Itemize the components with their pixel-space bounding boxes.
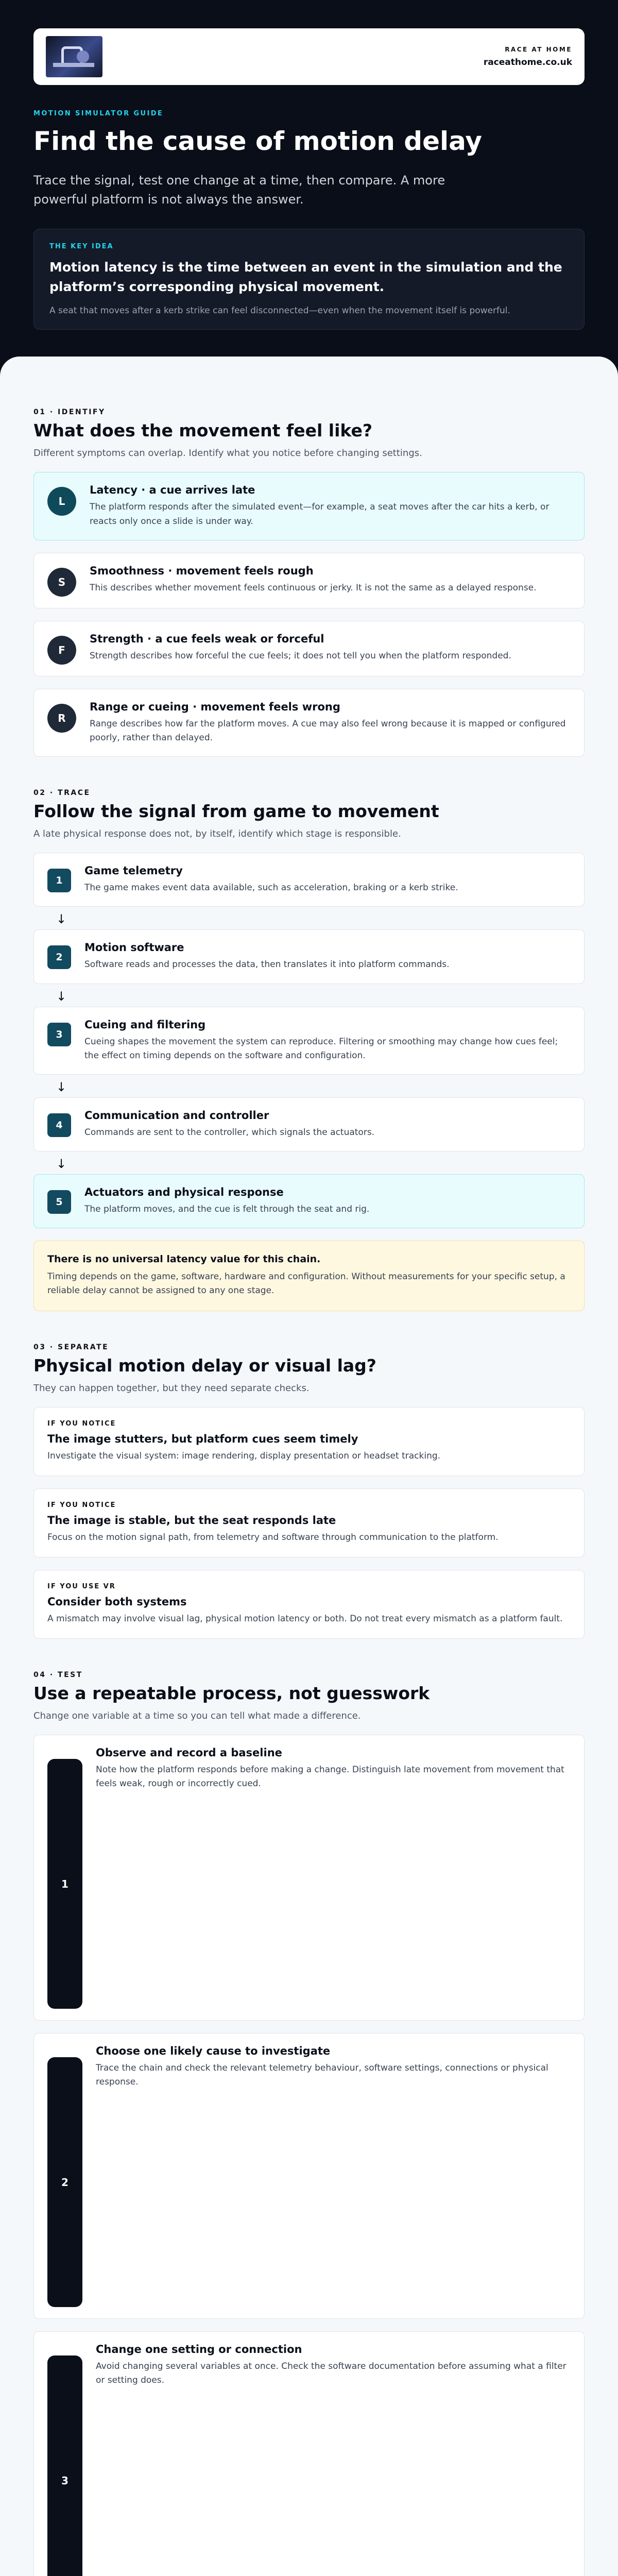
card-title: The image stutters, but platform cues seem timely <box>47 1432 358 1445</box>
card-desc: Investigate the visual system: image rendering, display presentation or headset tracking. <box>47 1450 441 1461</box>
chain-step <box>33 1097 585 1151</box>
test-step <box>33 1735 585 2021</box>
section-subtitle: Different symptoms can overlap. Identify what you notice before changing settings. <box>33 448 422 459</box>
symptom-badge: L <box>47 487 76 516</box>
symptom-card-strength <box>33 621 585 676</box>
chain-step <box>33 1174 585 1228</box>
step-desc: Commands are sent to the controller, which signals the actuators. <box>84 1127 375 1138</box>
down-arrow-icon: ↓ <box>56 1079 67 1094</box>
card-tag: IF YOU NOTICE <box>47 1419 116 1428</box>
chain-step <box>33 1007 585 1075</box>
symptom-card-range <box>33 689 585 757</box>
symptom-desc: The platform responds after the simulated event—for example, a seat moves after the car hits a kerb, or reacts only once a slide is under way. <box>90 502 550 527</box>
hero-lead: Trace the signal, test one change at a time, then compare. A more powerful platform is not always the answer. <box>33 173 445 207</box>
step-title: Observe and record a baseline <box>96 1747 282 1759</box>
step-number: 4 <box>47 1113 71 1137</box>
section-title: Physical motion delay or visual lag? <box>33 1355 376 1376</box>
symptom-desc: Strength describes how forceful the cue feels; it does not tell you when the platform responded. <box>90 650 511 661</box>
symptom-title: Range or cueing · movement feels wrong <box>90 700 340 713</box>
warning-title: There is no universal latency value for this chain. <box>47 1253 321 1265</box>
latency-warning <box>33 1241 585 1311</box>
main-content <box>0 357 618 2576</box>
step-title: Game telemetry <box>84 865 183 877</box>
card-title: The image is stable, but the seat responds late <box>47 1514 336 1527</box>
brand-name: RACE AT HOME <box>505 46 572 53</box>
motion-simulator-logo-icon[interactable] <box>46 36 102 77</box>
step-title: Choose one likely cause to investigate <box>96 2045 331 2058</box>
section-title: Use a repeatable process, not guesswork <box>33 1683 430 1704</box>
step-desc: Avoid changing several variables at once. Check the software documentation before assuming what a filter or setting does. <box>96 2361 566 2386</box>
section-title: Follow the signal from game to movement <box>33 801 439 822</box>
chain-step <box>33 853 585 907</box>
step-desc: The game makes event data available, such as acceleration, braking or a kerb strike. <box>84 883 458 893</box>
site-link[interactable]: raceathome.co.uk <box>483 57 572 67</box>
symptom-title: Strength · a cue feels weak or forceful <box>90 632 324 645</box>
down-arrow-icon: ↓ <box>56 1157 67 1172</box>
step-desc: Trace the chain and check the relevant telemetry behaviour, software settings, connections or physical response. <box>96 2063 548 2088</box>
section-title: What does the movement feel like? <box>33 420 372 441</box>
step-number: 3 <box>47 1023 71 1046</box>
step-title: Motion software <box>84 941 184 954</box>
step-desc: Cueing shapes the movement the system can reproduce. Filtering or smoothing may change how cues feel; the effect on timing depends on the software and configuration. <box>84 1036 558 1061</box>
section-trace <box>33 789 585 1311</box>
symptom-badge: F <box>47 636 76 665</box>
step-desc: The platform moves, and the cue is felt through the seat and rig. <box>84 1204 370 1215</box>
symptom-card-latency <box>33 472 585 540</box>
down-arrow-icon: ↓ <box>56 912 67 927</box>
down-arrow-icon: ↓ <box>56 989 67 1004</box>
diagnosis-card <box>33 1570 585 1639</box>
step-title: Cueing and filtering <box>84 1018 206 1031</box>
hero <box>0 0 618 377</box>
key-idea-heading: Motion latency is the time between an event in the simulation and the platform’s corresponding physical movement. <box>49 260 562 294</box>
key-idea-label: THE KEY IDEA <box>49 243 114 251</box>
card-desc: A mismatch may involve visual lag, physical motion latency or both. Do not treat every mismatch as a platform fault. <box>47 1614 563 1624</box>
step-number: 1 <box>47 1759 82 2009</box>
page-title: Find the cause of motion delay <box>33 126 482 156</box>
step-number: 2 <box>47 945 71 969</box>
diagnosis-card <box>33 1488 585 1557</box>
section-subtitle: A late physical response does not, by itself, identify which stage is responsible. <box>33 828 401 840</box>
card-tag: IF YOU NOTICE <box>47 1501 116 1509</box>
step-desc: Software reads and processes the data, then translates it into platform commands. <box>84 959 450 970</box>
step-number: 5 <box>47 1190 71 1214</box>
step-title: Communication and controller <box>84 1109 269 1122</box>
warning-text: Timing depends on the game, software, hardware and configuration. Without measurements for your specific setup, a reliable delay cannot be assigned to any one stage. <box>47 1272 565 1296</box>
hero-kicker: MOTION SIMULATOR GUIDE <box>33 110 164 117</box>
section-test <box>33 1671 585 2576</box>
section-subtitle: They can happen together, but they need separate checks. <box>33 1382 310 1394</box>
symptom-card-smoothness <box>33 553 585 608</box>
step-number: 2 <box>47 2057 82 2307</box>
step-title: Actuators and physical response <box>84 1186 284 1199</box>
step-number: 3 <box>47 2355 82 2576</box>
card-desc: Focus on the motion signal path, from telemetry and software through communication to the platform. <box>47 1532 499 1543</box>
section-label: 03 · SEPARATE <box>33 1343 109 1351</box>
test-step <box>33 2331 585 2576</box>
step-title: Change one setting or connection <box>96 2343 302 2356</box>
section-label: 01 · IDENTIFY <box>33 408 106 417</box>
symptom-badge: R <box>47 704 76 733</box>
symptom-badge: S <box>47 568 76 597</box>
chain-step <box>33 929 585 984</box>
symptom-title: Latency · a cue arrives late <box>90 484 255 497</box>
section-separate <box>33 1343 585 1639</box>
step-desc: Note how the platform responds before making a change. Distinguish late movement from movement that feels weak, rough or incorrectly cued. <box>96 1765 564 1789</box>
key-idea-text: A seat that moves after a kerb strike can feel disconnected—even when the movement itself is powerful. <box>49 306 510 316</box>
symptom-desc: Range describes how far the platform moves. A cue may also feel wrong because it is mapped or configured poorly, rather than delayed. <box>90 718 566 743</box>
section-label: 02 · TRACE <box>33 789 91 798</box>
section-subtitle: Change one variable at a time so you can tell what made a difference. <box>33 1710 361 1722</box>
site-header <box>33 28 585 85</box>
test-step <box>33 2033 585 2319</box>
section-identify <box>33 408 585 757</box>
symptom-desc: This describes whether movement feels continuous or jerky. It is not the same as a delayed response. <box>90 582 537 593</box>
symptom-title: Smoothness · movement feels rough <box>90 564 314 577</box>
step-number: 1 <box>47 869 71 892</box>
card-tag: IF YOU USE VR <box>47 1583 116 1590</box>
section-label: 04 · TEST <box>33 1671 83 1680</box>
key-idea-box <box>33 229 585 330</box>
diagnosis-card <box>33 1407 585 1476</box>
card-title: Consider both systems <box>47 1596 187 1608</box>
